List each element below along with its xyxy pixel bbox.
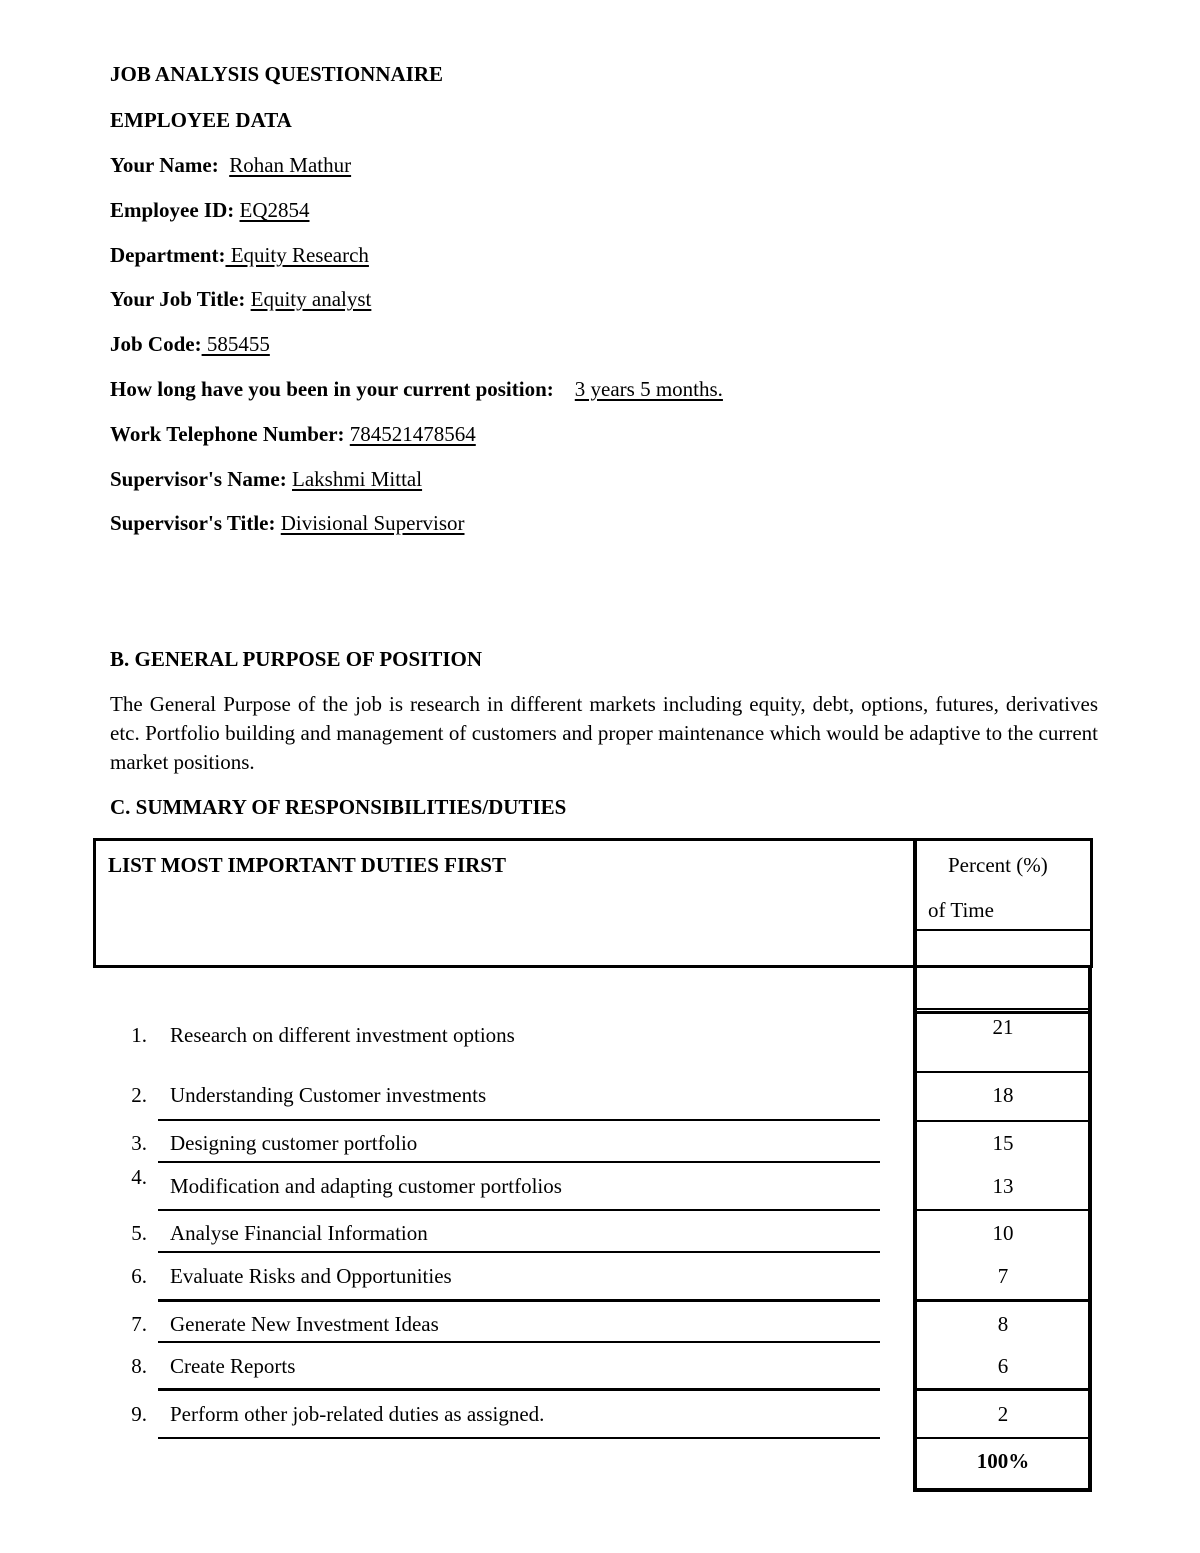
percent-rule (915, 1437, 1090, 1439)
duty-number: 7. (131, 1312, 147, 1336)
duty-number: 8. (131, 1354, 147, 1378)
field-label: Your Job Title: (110, 287, 246, 311)
percent-rule (915, 1209, 1090, 1211)
field-label: Your Name: (110, 153, 219, 177)
field-label: Department: (110, 243, 226, 267)
field-value: Equity analyst (250, 287, 372, 311)
duty-percent: 13 (992, 1174, 1014, 1198)
duty-underline (158, 1209, 880, 1211)
duty-percent: 2 (997, 1402, 1009, 1426)
duty-number: 6. (131, 1264, 147, 1288)
field-employee-id (110, 198, 310, 223)
field-value: 3 years 5 months. (574, 377, 723, 401)
percent-rule (915, 1008, 1090, 1010)
duty-number: 2. (131, 1083, 147, 1107)
field-label: Employee ID: (110, 198, 235, 222)
field-job-title (110, 287, 371, 312)
doc-title: JOB ANALYSIS QUESTIONNAIRE (110, 62, 443, 86)
duty-text: Generate New Investment Ideas (170, 1312, 439, 1336)
duty-text: Analyse Financial Information (170, 1221, 428, 1245)
duties-table-header: LIST MOST IMPORTANT DUTIES FIRST (108, 853, 506, 877)
header-percent-rule (915, 929, 1091, 931)
field-value: 784521478564 (349, 422, 476, 446)
duty-underline (158, 1161, 880, 1163)
duty-number: 3. (131, 1131, 147, 1155)
employee-data-heading: EMPLOYEE DATA (110, 108, 292, 132)
duty-percent: 6 (997, 1354, 1009, 1378)
field-work-telephone (110, 422, 476, 447)
section-c-heading: C. SUMMARY OF RESPONSIBILITIES/DUTIES (110, 795, 567, 819)
duty-number: 4. (131, 1165, 147, 1189)
field-value: Equity Research (225, 243, 369, 267)
field-value: Rohan Mathur (229, 153, 352, 177)
section-b-heading: B. GENERAL PURPOSE OF POSITION (110, 647, 483, 671)
field-label: Supervisor's Name: (110, 467, 287, 491)
duty-text: Understanding Customer investments (170, 1083, 487, 1107)
duty-text: Create Reports (170, 1354, 296, 1378)
field-job-code (110, 332, 270, 357)
duty-text: Research on different investment options (170, 1023, 515, 1047)
field-value: Divisional Supervisor (280, 511, 465, 535)
duty-percent: 8 (997, 1312, 1009, 1336)
field-label: Supervisor's Title: (110, 511, 276, 535)
duty-percent: 7 (997, 1264, 1009, 1288)
duty-underline (158, 1437, 880, 1439)
percent-total: 100% (976, 1449, 1030, 1473)
duty-percent: 15 (992, 1131, 1014, 1155)
field-label: Work Telephone Number: (110, 422, 345, 446)
duty-percent: 18 (992, 1083, 1014, 1107)
general-purpose-text: The General Purpose of the job is research in different markets including equity, debt, options, futures, derivatives etc. Portfolio building and management of customers and proper maintenance which would be adaptive to the current market positions. (110, 692, 1098, 774)
duty-text: Modification and adapting customer portfolios (170, 1174, 562, 1198)
duty-percent: 10 (992, 1221, 1014, 1245)
duty-underline (158, 1341, 880, 1343)
field-department (110, 243, 369, 268)
duty-underline (158, 1388, 880, 1391)
percent-rule (915, 1011, 1090, 1014)
duty-number: 9. (131, 1402, 147, 1426)
field-supervisor-title (110, 511, 465, 536)
percent-col-left-border (913, 966, 917, 1492)
field-label: Job Code: (110, 332, 202, 356)
percent-col-right-border (1088, 966, 1092, 1492)
field-value: Lakshmi Mittal (292, 467, 423, 491)
duty-underline (158, 1299, 880, 1302)
field-value: 585455 (201, 332, 270, 356)
field-label: How long have you been in your current position: (110, 377, 554, 401)
field-supervisor-name (110, 467, 422, 492)
percent-rule (915, 1388, 1090, 1391)
duty-text: Designing customer portfolio (170, 1131, 418, 1155)
percent-header-2: of Time (928, 898, 994, 922)
duty-underline (158, 1251, 880, 1253)
duty-number: 5. (131, 1221, 147, 1245)
duty-percent: 21 (992, 1015, 1014, 1039)
header-divider (913, 838, 917, 968)
field-your-name (110, 153, 351, 178)
field-time-in-position (110, 377, 723, 402)
percent-rule (915, 1120, 1090, 1122)
percent-rule (915, 1071, 1090, 1073)
duty-text: Evaluate Risks and Opportunities (170, 1264, 452, 1288)
percent-col-bottom-border (913, 1488, 1092, 1492)
duty-underline (158, 1119, 880, 1121)
field-value: EQ2854 (239, 198, 310, 222)
duty-text: Perform other job-related duties as assigned. (170, 1402, 545, 1426)
percent-rule (915, 1299, 1090, 1302)
percent-header-1: Percent (%) (948, 853, 1048, 877)
duty-number: 1. (131, 1023, 147, 1047)
